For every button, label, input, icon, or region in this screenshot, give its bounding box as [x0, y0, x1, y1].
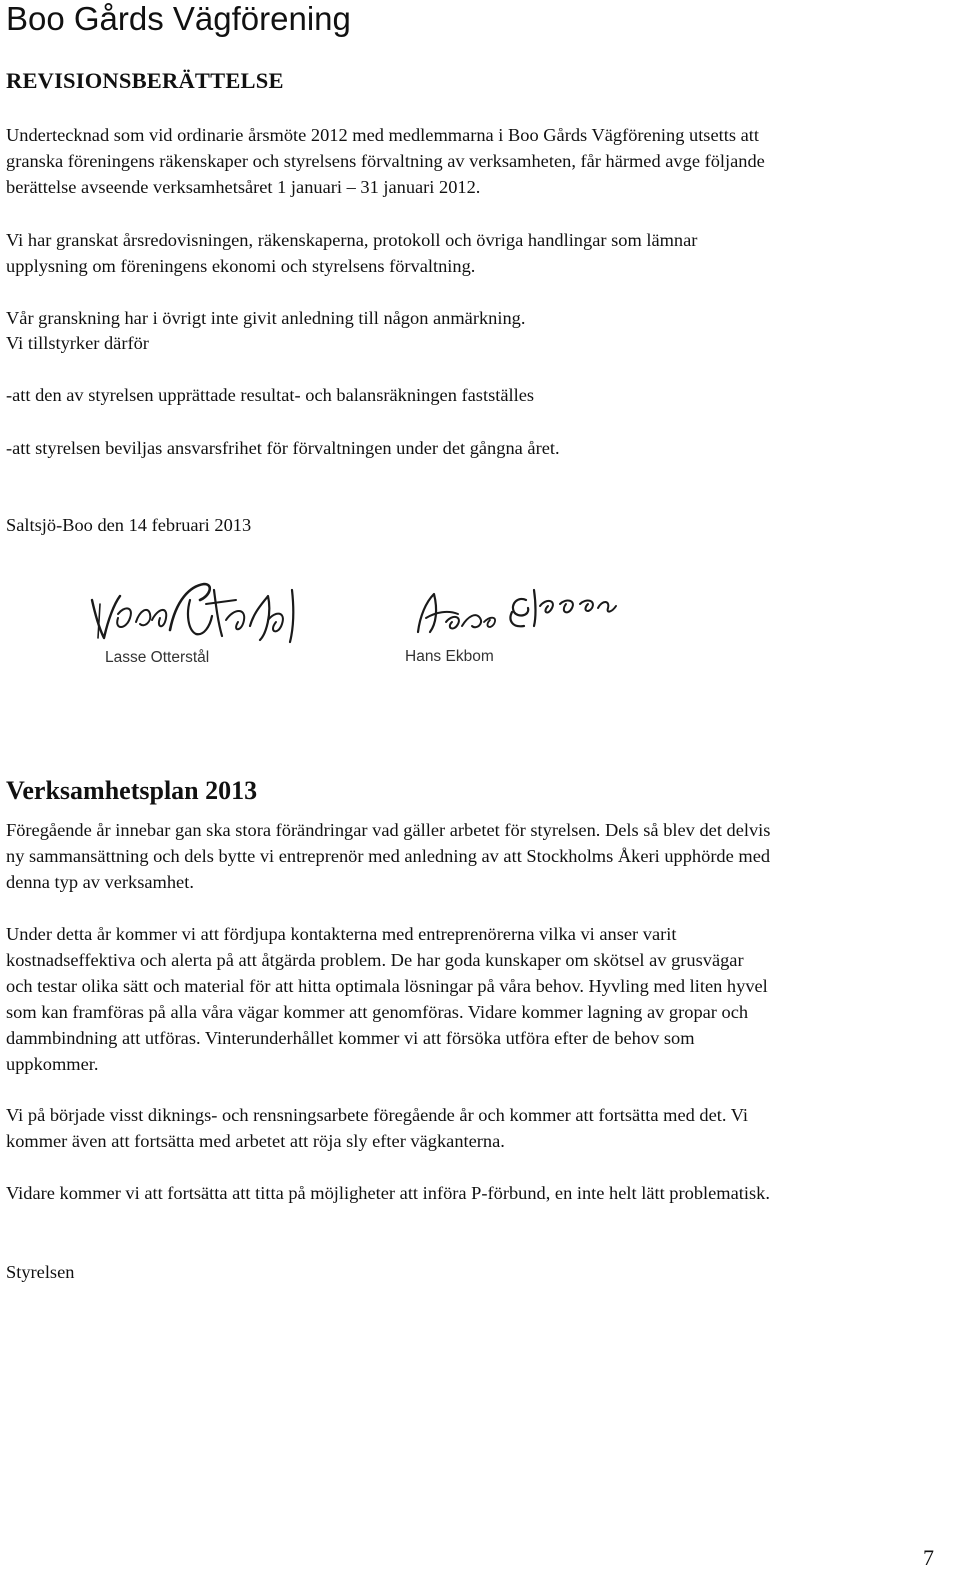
- plan-paragraph-2-line-2: kostnadseffektiva och alerta på att åtgärda problem. De har goda kunskaper om skötsel av grusvägar: [6, 950, 744, 970]
- page-number: 7: [923, 1545, 934, 1570]
- plan-paragraph-2-line-5: dammbindning att utföras. Vinterunderhållet kommer vi att försöka utföra efter de behov som: [6, 1028, 695, 1048]
- place-and-date: Saltsjö-Boo den 14 februari 2013: [6, 515, 252, 535]
- handwritten-signatures: [0, 560, 660, 690]
- plan-paragraph-2-line-4: som kan framföras på alla våra vägar kommer att genomföras. Vidare kommer lagning av gropar och: [6, 1002, 749, 1022]
- audit-intro-line-1: Undertecknad som vid ordinarie årsmöte 2012 med medlemmarna i Boo Gårds Vägförening utsetts att: [6, 125, 759, 145]
- audit-review-line-2: upplysning om föreningens ekonomi och styrelsens förvaltning.: [6, 256, 476, 276]
- audit-point-adopt-accounts: -att den av styrelsen upprättade resultat- och balansräkningen fastställes: [6, 385, 535, 405]
- plan-paragraph-2-line-1: Under detta år kommer vi att fördjupa kontakterna med entreprenörerna vilka vi anser varit: [6, 924, 677, 944]
- audit-no-remarks: Vår granskning har i övrigt inte givit anledning till någon anmärkning.: [6, 308, 526, 328]
- audit-point-discharge: -att styrelsen beviljas ansvarsfrihet för förvaltningen under det gångna året.: [6, 438, 560, 458]
- signatory-name-1: Lasse Otterstål: [105, 649, 210, 666]
- plan-paragraph-3-line-2: kommer även att fortsätta med arbetet att röja sly efter vägkanterna.: [6, 1131, 505, 1151]
- audit-recommendation: Vi tillstyrker därför: [6, 333, 149, 353]
- audit-review-line-1: Vi har granskat årsredovisningen, räkenskaperna, protokoll och övriga handlingar som lämnar: [6, 230, 698, 250]
- board-signoff: Styrelsen: [6, 1262, 75, 1282]
- audit-report-title: REVISIONSBERÄTTELSE: [6, 68, 284, 93]
- signatory-name-2: Hans Ekbom: [405, 648, 494, 665]
- activity-plan-heading: Verksamhetsplan 2013: [6, 776, 258, 805]
- signatures-block: [0, 560, 660, 690]
- audit-intro-line-3: berättelse avseende verksamhetsåret 1 januari – 31 januari 2012.: [6, 177, 481, 197]
- plan-paragraph-1-line-1: Föregående år innebar gan ska stora förändringar vad gäller arbetet för styrelsen. Dels så blev det delvis: [6, 820, 771, 840]
- audit-intro-line-2: granska föreningens räkenskaper och styrelsens förvaltning av verksamheten, får härmed avge följande: [6, 151, 765, 171]
- plan-paragraph-2-line-6: uppkommer.: [6, 1054, 99, 1074]
- plan-paragraph-2-line-3: och testar olika sätt och material för att hitta optimala lösningar på våra behov. Hyvling med liten hyvel: [6, 976, 768, 996]
- plan-paragraph-3-line-1: Vi på började visst diknings- och rensningsarbete föregående år och kommer att fortsätta med det. Vi: [6, 1105, 749, 1125]
- plan-paragraph-1-line-2: ny sammansättning och dels bytte vi entreprenör med anledning av att Stockholms Åkeri upphörde med: [6, 846, 771, 866]
- plan-paragraph-1-line-3: denna typ av verksamhet.: [6, 872, 194, 892]
- plan-paragraph-4: Vidare kommer vi att fortsätta att titta på möjligheter att införa P-förbund, en inte helt lätt problematisk.: [6, 1183, 770, 1203]
- organization-title: Boo Gårds Vägförening: [6, 0, 351, 37]
